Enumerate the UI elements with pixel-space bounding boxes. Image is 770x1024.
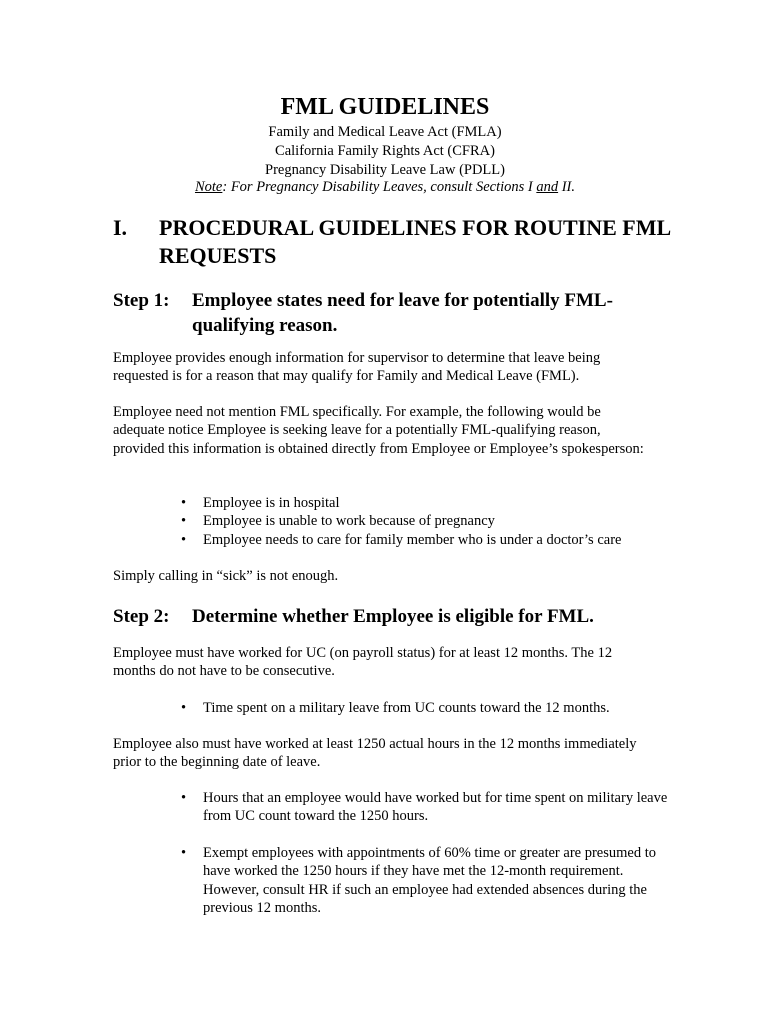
bullet-text: Exempt employees with appointments of 60% time or greater are presumed to have worked the 1250 hours if they have met the 12-month requirement. However, consult HR if such an employee had extended absences during the previous 12 months. [203, 845, 656, 917]
bullet-text: Employee needs to care for family member who is under a doctor’s care [203, 531, 622, 548]
step2-label: Step 2: [113, 606, 170, 627]
step2-bullet-list-1 [180, 699, 670, 717]
step2-bullet-list-3 [180, 844, 670, 918]
step1-bullet-list [180, 494, 670, 549]
step1-label: Step 1: [113, 290, 170, 311]
step2-paragraph-1: Employee must have worked for UC (on payroll status) for at least 12 months. The 12 months do not have to be consecutive. [113, 645, 613, 680]
document-title: FML GUIDELINES [280, 94, 490, 120]
section-number: I. [113, 215, 128, 240]
note-text-end: II. [558, 179, 576, 195]
subtitle-cfra: California Family Rights Act (CFRA) [275, 143, 495, 159]
bullet-text: Hours that an employee would have worked but for time spent on military leave from UC count toward the 1250 hours. [203, 790, 668, 825]
bullet-icon: • [181, 700, 187, 716]
list-item [180, 494, 670, 512]
step1-paragraph-3: Simply calling in “sick” is not enough. [113, 568, 339, 584]
bullet-icon: • [181, 513, 187, 530]
step1-paragraph-1: Employee provides enough information for supervisor to determine that leave being requested is for a reason that may qualify for Family and Medical Leave (FML). [113, 350, 601, 385]
note-and: and [536, 179, 559, 195]
step2-paragraph-2: Employee also must have worked at least 1250 actual hours in the 12 months immediately prior to the beginning date of leave. [113, 736, 637, 771]
bullet-text: Time spent on a military leave from UC counts toward the 12 months. [203, 700, 610, 716]
list-item [180, 531, 670, 549]
bullet-icon: • [181, 495, 187, 511]
list-item [180, 789, 670, 826]
subtitle-pdll: Pregnancy Disability Leave Law (PDLL) [265, 162, 505, 178]
step2-title: Determine whether Employee is eligible for FML. [192, 606, 594, 627]
step1-paragraph-2: Employee need not mention FML specifically. For example, the following would be adequate notice Employee is seeking leave for a potentially FML-qualifying reason, provided this information is obtained directly from Employee or Employee’s spokesperson: [113, 404, 644, 457]
bullet-text: Employee is unable to work because of pregnancy [203, 513, 495, 530]
list-item [180, 699, 670, 717]
note-label: Note [194, 179, 223, 195]
list-item [180, 512, 670, 530]
bullet-text: Employee is in hospital [203, 495, 340, 511]
list-item [180, 844, 670, 918]
section-title: PROCEDURAL GUIDELINES FOR ROUTINE FML REQUESTS [159, 215, 670, 268]
note-text: : For Pregnancy Disability Leaves, consult Sections I [222, 179, 537, 195]
bullet-icon: • [181, 790, 187, 806]
pregnancy-note [0, 178, 770, 197]
step2-bullet-list-2 [180, 789, 670, 826]
bullet-icon: • [181, 845, 187, 861]
bullet-icon: • [181, 531, 187, 548]
subtitle-fmla: Family and Medical Leave Act (FMLA) [268, 124, 502, 140]
step1-title: Employee states need for leave for potentially FML-qualifying reason. [192, 290, 613, 336]
